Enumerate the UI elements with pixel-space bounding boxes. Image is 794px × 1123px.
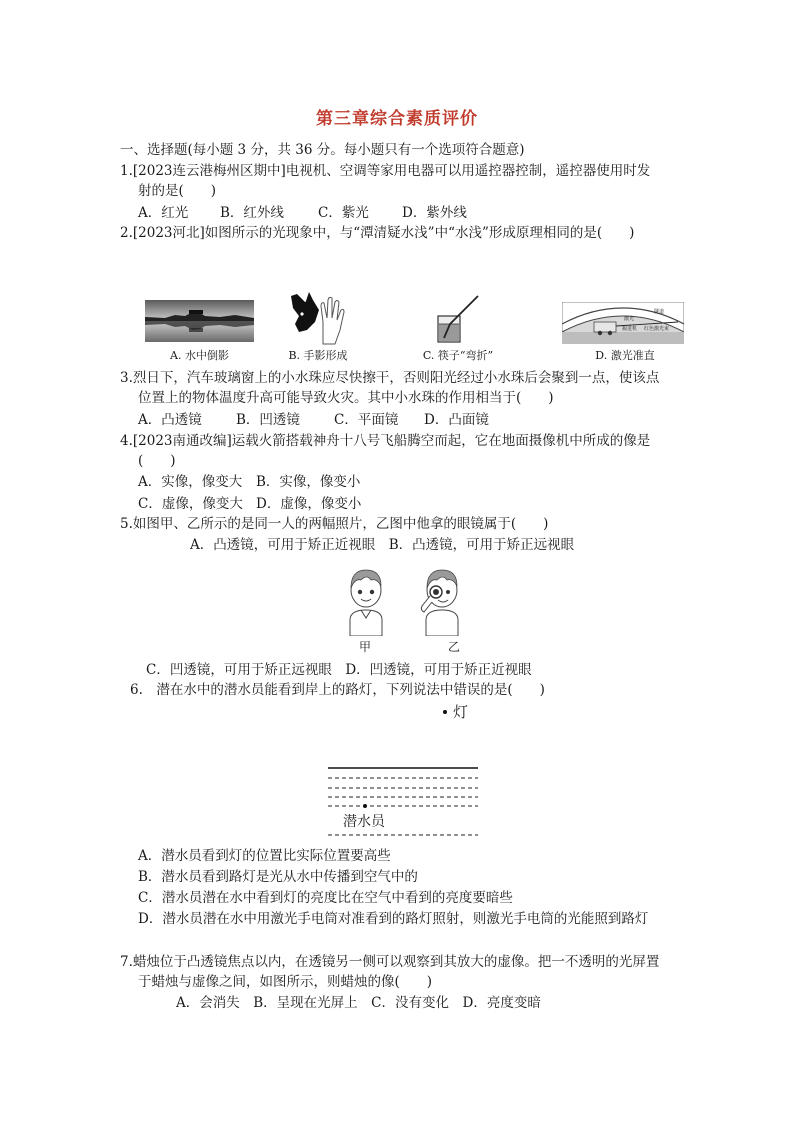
q5-options-ab: A．凸透镜，可用于矫正近视眼 B．凸透镜，可用于矫正远视眼 [190,537,575,553]
q3-option-c: C．平面镜 [334,412,399,428]
q5-label-yi: 乙 [447,640,460,654]
q3-option-d: D．凸面镜 [424,412,489,428]
q3-stem-cont: 位置上的物体温度升高可能导致火灾。其中小水珠的作用相当于( ) [138,390,554,406]
q1-option-b: B．红外线 [220,205,284,221]
q5-options-cd: C．凹透镜，可用于矫正远视眼 D．凹透镜，可用于矫正近视眼 [146,662,532,678]
q7-stem: 7.蜡烛位于凸透镜焦点以内，在透镜另一侧可以观察到其放大的虚像。把一不透明的光屏置 [120,954,660,970]
q7-options: A．会消失 B．呈现在光屏上 C．没有变化 D．亮度变暗 [176,995,541,1011]
laser-label-beam: 红色激光束 [644,326,670,332]
q1-stem-cont: 射的是( ) [138,183,217,199]
q6-option-d: D．潜水员潜在水中用激光手电筒对准看到的路灯照射，则激光手电筒的光能照到路灯 [138,911,649,927]
q3-option-a: A．凸透镜 [138,412,202,428]
q6-option-a: A．潜水员看到灯的位置比实际位置要高些 [138,848,391,864]
q2-stem: 2.[2023河北]如图所示的光现象中，与“潭清疑水浅”中“水浅”形成原理相同的是( ) [120,225,635,241]
q1-stem: 1.[2023连云港梅州区期中]电视机、空调等家用电器可以用遥控器控制，遥控器使用时发 [120,163,651,179]
q5-label-jia: 甲 [358,640,371,654]
q2-caption-a: A. 水中倒影 [170,349,229,362]
q3-stem: 3.烈日下，汽车玻璃窗上的小水珠应尽快擦干，否则阳光经过小水珠后会聚到一点，使该点 [120,370,660,386]
page-title: 第三章综合素质评价 [316,109,478,129]
q6-option-c: C．潜水员潜在水中看到灯的亮度比在空气中看到的亮度要暗些 [138,890,513,906]
q3-option-b: B．凹透镜 [236,412,300,428]
q4-option-b: B．实像，像变小 [256,474,361,490]
q1-option-a: A．红光 [138,205,189,221]
q2-caption-c: C. 筷子“弯折” [422,349,494,362]
q1-option-d: D．紫外线 [402,205,467,221]
q6-lamp-label: 灯 [453,703,469,721]
q2-figure-c-chopstick [430,294,485,344]
q7-stem-cont: 于蜡烛与虚像之间，如图所示，则蜡烛的像( ) [138,974,433,990]
q4-stem-cont: ( ) [138,453,176,469]
q2-figure-d-laser [562,302,684,344]
q5-figure-jia-boy [345,562,387,636]
q1-option-c: C．紫光 [318,205,369,221]
q5-figure-yi-boy [418,562,466,636]
q6-diver-label: 潜水员 [343,814,385,830]
q4-stem: 4.[2023南通改编]运载火箭搭载神舟十八号飞船腾空而起，它在地面摄像机中所成的像是 [120,433,651,449]
q2-figure-b-hand-shadow [283,290,353,345]
q6-option-b: B．潜水员看到路灯是光从水中传播到空气中的 [138,869,418,885]
q4-option-a: A．实像，像变大 [138,474,243,490]
q6-stem: 6. 潜在水中的潜水员能看到岸上的路灯，下列说法中错误的是( ) [130,682,545,698]
q5-stem: 5.如图甲、乙所示的是同一人的两幅照片，乙图中他拿的眼镜属于( ) [120,516,549,532]
laser-label-machine: 掘进机 [622,326,638,332]
q2-caption-b: B. 手影形成 [288,349,348,362]
section-heading: 一、选择题(每小题 3 分，共 36 分。每小题只有一个选项符合题意) [120,142,525,158]
q4-option-c: C．虚像，像变大 [138,496,243,512]
q2-caption-d: D. 激光准直 [595,349,655,362]
q4-option-d: D．虚像，像变小 [256,496,362,512]
laser-label-laser: 激光 [624,316,635,322]
q2-figure-a-reflection [145,300,254,342]
laser-label-tunnel: 隧道 [654,309,665,315]
